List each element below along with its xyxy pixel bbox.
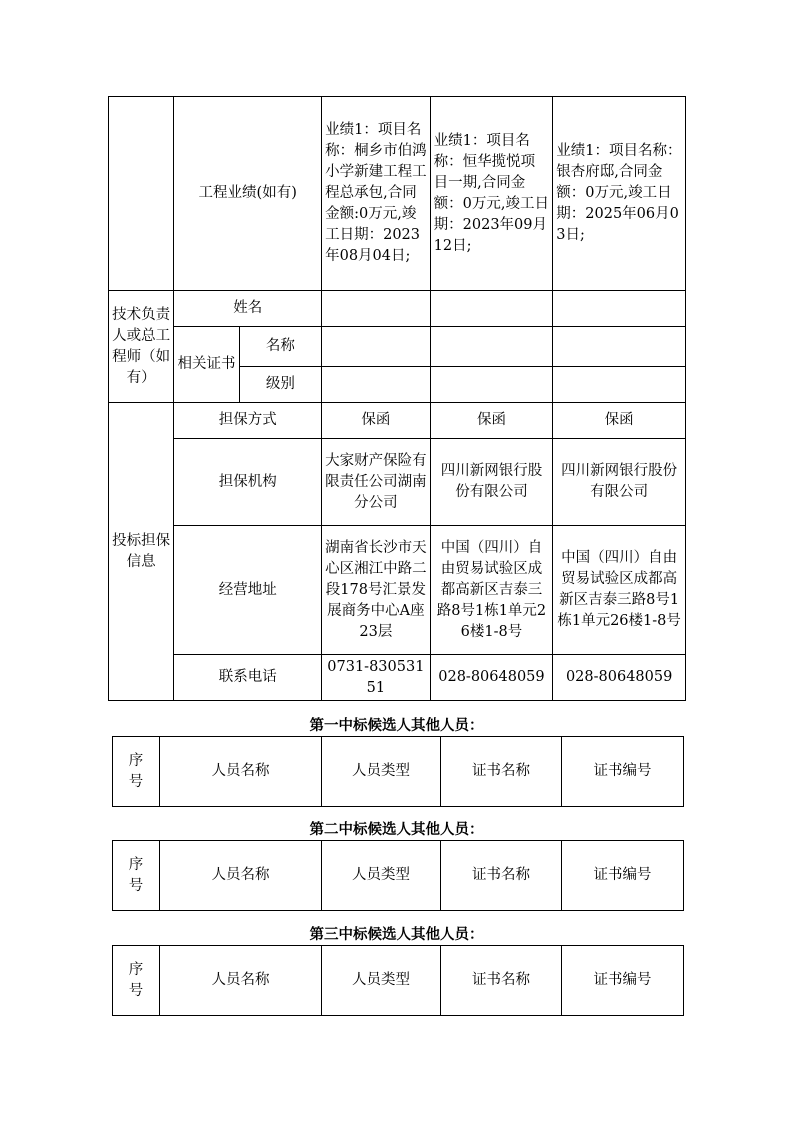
name-header: 人员名称 <box>160 946 322 1016</box>
performance-row <box>109 97 686 291</box>
cert-level-col1 <box>322 367 431 403</box>
guarantee-institution-col3: 四川新网银行股份有限公司 <box>553 439 686 526</box>
cert-name-header: 证书名称 <box>441 841 562 911</box>
guarantee-phone-col1: 0731-83053151 <box>322 655 431 701</box>
guarantee-institution-col2: 四川新网银行股份有限公司 <box>430 439 553 526</box>
guarantee-method-label: 担保方式 <box>174 403 322 439</box>
performance-col3: 业绩1：项目名称：银杏府邸,合同金额：0万元,竣工日期：2025年06月03日; <box>553 97 686 291</box>
guarantee-group-label: 投标担保信息 <box>109 403 174 701</box>
seq-header: 序号 <box>113 841 160 911</box>
guarantee-institution-label: 担保机构 <box>174 439 322 526</box>
guarantee-address-label: 经营地址 <box>174 526 322 655</box>
type-header: 人员类型 <box>322 946 441 1016</box>
guarantee-address-col1: 湖南省长沙市天心区湘江中路二段178号汇景发展商务中心A座23层 <box>322 526 431 655</box>
cert-name-label: 名称 <box>239 327 321 367</box>
tech-lead-name-col2 <box>430 291 553 327</box>
tech-lead-cert-label: 相关证书 <box>174 327 239 403</box>
performance-label: 工程业绩(如有) <box>174 97 322 291</box>
performance-col1: 业绩1：项目名称：桐乡市伯鸿小学新建工程工程总承包,合同金额:0万元,竣工日期：2023年08月04日; <box>322 97 431 291</box>
tech-lead-cert-name-row <box>109 327 686 367</box>
type-header: 人员类型 <box>322 841 441 911</box>
guarantee-method-col3: 保函 <box>553 403 686 439</box>
cert-name-col2 <box>430 327 553 367</box>
staff-table-second <box>112 840 684 911</box>
staff-table-first <box>112 736 684 807</box>
blank-cell <box>109 97 174 291</box>
section-title-first: 第一中标候选人其他人员： <box>309 717 484 734</box>
guarantee-institution-row <box>109 439 686 526</box>
cert-name-header: 证书名称 <box>441 946 562 1016</box>
tech-lead-name-col3 <box>553 291 686 327</box>
cert-level-label: 级别 <box>239 367 321 403</box>
name-header: 人员名称 <box>160 737 322 807</box>
guarantee-phone-row <box>109 655 686 701</box>
candidate-info-table <box>108 96 686 701</box>
type-header: 人员类型 <box>322 737 441 807</box>
cert-name-col3 <box>553 327 686 367</box>
guarantee-address-row <box>109 526 686 655</box>
staff-table-header-row <box>113 737 684 807</box>
seq-header: 序号 <box>113 946 160 1016</box>
tech-lead-name-label: 姓名 <box>174 291 322 327</box>
staff-table-header-row <box>113 841 684 911</box>
cert-level-col2 <box>430 367 553 403</box>
tech-lead-name-row <box>109 291 686 327</box>
performance-col2: 业绩1：项目名称：恒华揽悦项目一期,合同金额：0万元,竣工日期：2023年09月12日; <box>430 97 553 291</box>
tech-lead-name-col1 <box>322 291 431 327</box>
cert-no-header: 证书编号 <box>562 841 684 911</box>
guarantee-phone-col3: 028-80648059 <box>553 655 686 701</box>
guarantee-phone-label: 联系电话 <box>174 655 322 701</box>
guarantee-address-col2: 中国（四川）自由贸易试验区成都高新区吉泰三路8号1栋1单元26楼1-8号 <box>430 526 553 655</box>
guarantee-method-col1: 保函 <box>322 403 431 439</box>
guarantee-phone-col2: 028-80648059 <box>430 655 553 701</box>
cert-level-col3 <box>553 367 686 403</box>
cert-name-header: 证书名称 <box>441 737 562 807</box>
seq-header: 序号 <box>113 737 160 807</box>
guarantee-address-col3: 中国（四川）自由贸易试验区成都高新区吉泰三路8号1栋1单元26楼1-8号 <box>553 526 686 655</box>
staff-table-third <box>112 945 684 1016</box>
staff-table-header-row <box>113 946 684 1016</box>
section-title-third: 第三中标候选人其他人员： <box>309 926 484 943</box>
tech-lead-group-label: 技术负责人或总工程师（如有） <box>109 291 174 403</box>
cert-name-col1 <box>322 327 431 367</box>
guarantee-method-col2: 保函 <box>430 403 553 439</box>
cert-no-header: 证书编号 <box>562 946 684 1016</box>
guarantee-institution-col1: 大家财产保险有限责任公司湖南分公司 <box>322 439 431 526</box>
section-title-second: 第二中标候选人其他人员： <box>309 821 484 838</box>
name-header: 人员名称 <box>160 841 322 911</box>
cert-no-header: 证书编号 <box>562 737 684 807</box>
guarantee-method-row <box>109 403 686 439</box>
